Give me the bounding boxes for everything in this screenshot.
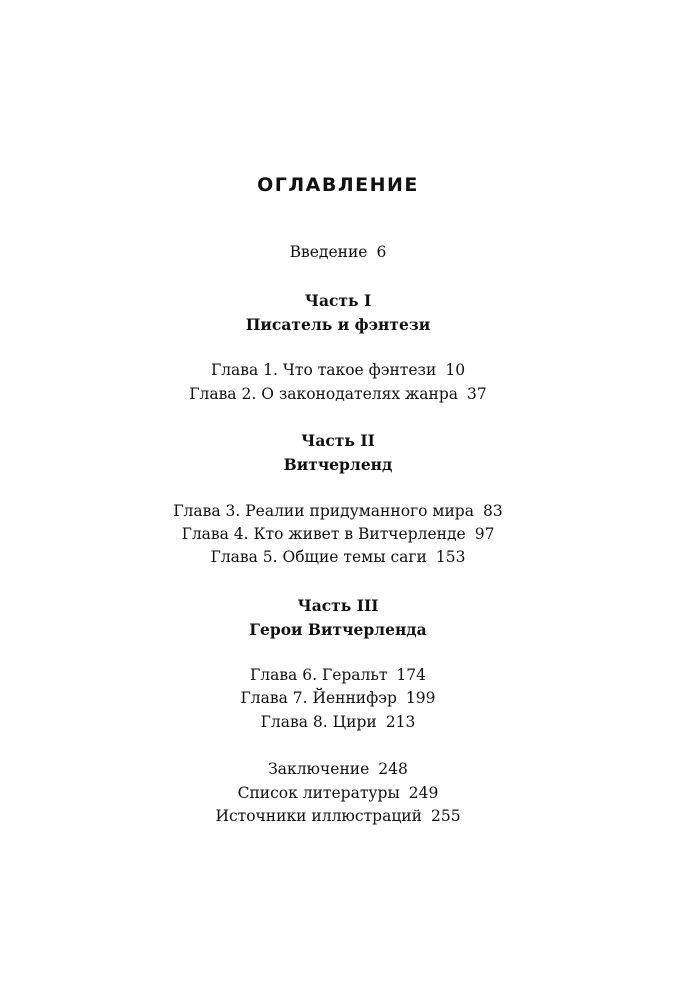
part-2-number: Часть II (301, 431, 375, 450)
toc-entry-chapter-5 (0, 548, 676, 566)
toc-entry-label: Глава 7. Йеннифэр (240, 689, 397, 707)
part-1-title: Писатель и фэнтези (245, 315, 431, 334)
toc-entry-chapter-6 (0, 666, 676, 684)
toc-entry-illustration-sources (0, 807, 676, 825)
part-3-number: Часть III (297, 596, 379, 615)
toc-entry-page: 97 (474, 525, 495, 543)
toc-entry-label: Список литературы (237, 784, 400, 802)
toc-entry-chapter-8 (0, 713, 676, 731)
part-3-title: Герои Витчерленда (249, 620, 427, 639)
toc-entry-chapter-1 (0, 361, 676, 379)
toc-entry-chapter-3 (0, 502, 676, 520)
toc-entry-page: 255 (430, 807, 461, 825)
toc-entry-label: Глава 4. Кто живет в Витчерленде (181, 525, 466, 543)
toc-entry-intro (0, 243, 676, 261)
toc-entry-chapter-4 (0, 525, 676, 543)
toc-entry-page: 153 (435, 548, 466, 566)
toc-entry-page: 83 (482, 502, 503, 520)
toc-entry-label: Глава 3. Реалии придуманного мира (173, 502, 474, 520)
toc-entry-label: Глава 6. Геральт (249, 666, 388, 684)
toc-entry-page: 37 (467, 385, 487, 403)
toc-entry-label: Глава 2. О законодателях жанра (189, 385, 459, 403)
toc-entry-chapter-7 (0, 689, 676, 707)
toc-entry-page: 6 (376, 243, 387, 261)
toc-entry-conclusion (0, 760, 676, 778)
toc-title: ОГЛАВЛЕНИЕ (257, 174, 419, 196)
toc-entry-page: 174 (396, 666, 426, 684)
toc-entry-page: 248 (378, 760, 408, 778)
toc-entry-label: Введение (289, 243, 368, 261)
toc-entry-page: 199 (405, 689, 436, 707)
toc-entry-bibliography (0, 784, 676, 802)
toc-entry-label: Заключение (268, 760, 370, 778)
toc-entry-label: Глава 8. Цири (260, 713, 377, 731)
toc-entry-page: 10 (445, 361, 466, 379)
toc-entry-page: 249 (408, 784, 439, 802)
toc-entry-label: Глава 5. Общие темы саги (210, 548, 427, 566)
toc-entry-label: Источники иллюстраций (215, 807, 422, 825)
part-2-title: Витчерленд (283, 455, 393, 474)
toc-entry-page: 213 (385, 713, 416, 731)
toc-entry-chapter-2 (0, 385, 676, 403)
toc-entry-label: Глава 1. Что такое фэнтези (210, 361, 437, 379)
part-1-number: Часть I (304, 291, 372, 310)
